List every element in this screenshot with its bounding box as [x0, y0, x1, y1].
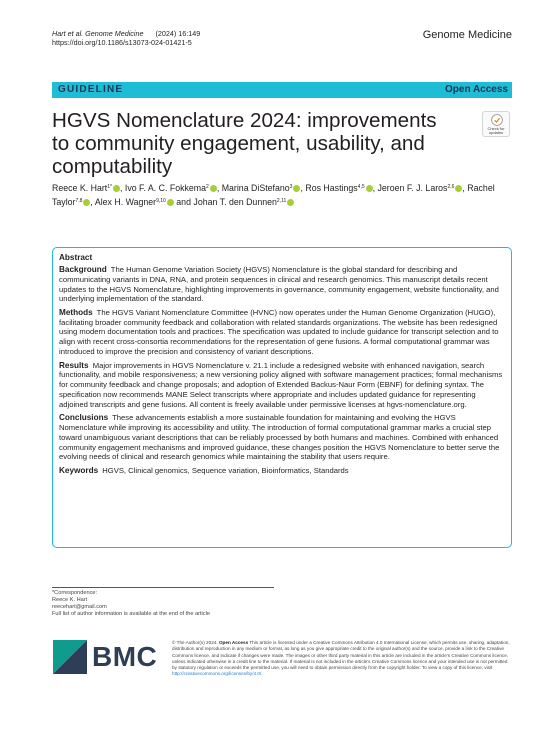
author-name: Ros Hastings [305, 183, 358, 193]
results-text: Major improvements in HGVS Nomenclature v. 21.1 include a redesigned website with enhanced navigation, search functionality, and mobile responsiveness; a new versioning policy aligned with software management practices; formal mechanisms for community feedback and change proposals; and adoption of Extended Backus-Naur Form (EBNF) for defining syntax. The specification now recommends MANE Select transcripts where appropriate and includes updated guidance for representing adjoined transcripts and gene fusions. All content is freely available under permissive licenses at hgvs-nomenclature.org. [59, 360, 503, 409]
orcid-icon[interactable] [113, 185, 120, 192]
author-name: Marina DiStefano [221, 183, 290, 193]
bmc-mark-icon [53, 640, 87, 674]
article-title: HGVS Nomenclature 2024: improvements to community engagement, usability, and computability [52, 109, 437, 178]
license-link[interactable]: http://creativecommons.org/licenses/by/4.0/. [172, 671, 263, 677]
author-affiliation: 2,6 [447, 184, 455, 190]
bmc-wordmark: BMC [92, 641, 158, 672]
running-head [52, 29, 212, 47]
orcid-icon[interactable] [366, 185, 373, 192]
orcid-icon[interactable] [293, 185, 300, 192]
author-name: Rachel Taylor [52, 183, 495, 207]
abstract-heading: Abstract [59, 253, 93, 262]
license-text [172, 640, 512, 678]
running-head-year-volume: (2024) 16:149 [155, 29, 201, 38]
abstract-box [52, 247, 512, 548]
conclusions-label: Conclusions [59, 413, 109, 423]
running-head-authors: Hart et al. Genome Medicine [52, 29, 144, 38]
methods-label: Methods [59, 307, 93, 317]
author-info-note: Full list of author information is available at the end of the article [52, 611, 210, 618]
citation-line [52, 29, 212, 38]
check-for-updates-line2: updates [488, 130, 504, 136]
author-affiliation: 2,11 [276, 198, 287, 204]
background-text: The Human Genome Variation Society (HGVS) Nomenclature is the global standard for describing and communicating variants in DNA, RNA, and protein sequences in clinical and research genomics. This manuscript details recent updates to the HGVS Nomenclature, highlighting improvements in governance, community engagement, website functionality, and underlying implementation of the standard. [59, 265, 499, 304]
abstract-background [59, 265, 505, 304]
abstract-content [59, 265, 505, 479]
doi-link[interactable]: https://doi.org/10.1186/s13073-024-01421-5 [52, 38, 192, 47]
author-affiliation: 2 [206, 184, 209, 190]
author-name: Jeroen F. J. Laros [377, 183, 448, 193]
results-label: Results [59, 360, 89, 370]
orcid-icon[interactable] [210, 185, 217, 192]
journal-name: Genome Medicine [422, 29, 512, 41]
orcid-icon[interactable] [455, 185, 462, 192]
author-entry [125, 183, 217, 193]
orcid-icon[interactable] [83, 199, 90, 206]
author-name: Reece K. Hart [52, 183, 108, 193]
license-body: This article is licensed under a Creative Commons Attribution 4.0 International License, which permits use, sharing, adaptation, distribution and reproduction in any medium or format, as long as you give appropriate credit to the original author(s) and the source, provide a link to the Creative Commons licence, and indicate if changes were made. The images or other third party material in this article are included in the article's Creative Commons licence, unless indicated otherwise in a credit line to the material. If material is not included in the article's Creative Commons licence and your intended use is not permitted by statutory regulation or exceeds the permitted use, you will need to obtain permission directly from the copyright holder. To view a copy of this licence, visit [172, 640, 510, 671]
correspondence-email[interactable]: reecehart@gmail.com [52, 604, 107, 611]
correspondence-label: *Correspondence: [52, 590, 98, 596]
author-affiliation: 7,8 [75, 198, 83, 204]
author-name: Ivo F. A. C. Fokkema [124, 183, 207, 193]
abstract-methods [59, 308, 505, 357]
license-open-access: Open Access [218, 640, 249, 645]
check-for-updates-icon [491, 114, 503, 126]
methods-text: The HGVS Variant Nomenclature Committee (HVNC) now operates under the Human Genome Organization (HUGO), facilitating broader community feedback and collaboration with related standards organizations. The website has been redesigned using modern documentation tools and practices. The specification was updated to include guidance for transcript selection and to align with recent cross-consortia recommendations for the representation of gene fusions. A formal computational grammar was introduced to improve the precision and consistency of variant descriptions. [59, 307, 499, 357]
bmc-logo [53, 640, 157, 674]
author-affiliation: 4,5 [357, 184, 365, 190]
author-entry [378, 183, 463, 193]
author-affiliation: 3 [289, 184, 293, 190]
abstract-conclusions [59, 413, 505, 462]
author-entry [305, 183, 372, 193]
check-for-updates-text [483, 127, 509, 136]
abstract-results [59, 361, 505, 410]
author-entry [222, 183, 301, 193]
check-for-updates-badge[interactable] [482, 111, 510, 137]
keywords-text: HGVS, Clinical genomics, Sequence variation, Bioinformatics, Standards [102, 465, 349, 475]
author-name: Alex H. Wagner [94, 197, 157, 207]
footnote-divider [52, 587, 274, 588]
correspondence-footnote [52, 590, 210, 618]
article-type-label: GUIDELINE [58, 84, 124, 95]
open-access-label: Open Access [445, 84, 508, 95]
check-for-updates-line1: Check for [487, 126, 505, 131]
correspondence-name: Reece K. Hart [52, 597, 88, 604]
conclusions-text: These advancements establish a more sustainable foundation for maintaining and evolving the HGVS Nomenclature while improving its accessibility and utility. The introduction of formal computational grammar marks a crucial step toward unambiguous variant descriptions that can be reliably processed by both humans and machines. Combined with enhanced community engagement mechanisms and improved guidance, these changes position the HGVS Nomenclature to better serve the evolving needs of clinical and research genomics while maintaining the stability that users require. [59, 413, 500, 462]
author-entry [52, 183, 120, 193]
background-label: Background [59, 265, 107, 274]
keywords-label: Keywords [59, 465, 99, 475]
article-type-banner [52, 82, 512, 98]
license-copyright: © The Author(s) 2024. [172, 640, 218, 645]
orcid-icon[interactable] [167, 199, 174, 206]
author-entry [95, 197, 174, 207]
abstract-keywords [59, 466, 505, 476]
author-affiliation: 1* [107, 184, 112, 190]
orcid-icon[interactable] [287, 199, 294, 206]
author-list: Reece K. Hart$^{1*}$ , Ivo F. A. C. Fokkema$^2$ , Marina DiStefano$^3$ , Ros Hastings$^{4,5}$ , Jeroen F. J. Laros$^{2,6}$ , Rachel Taylor$^{7,8}$ , Alex H. Wagner$^{9,10}$ and Johan T. den Dunnen$^{2,11}$ [52, 183, 495, 207]
author-name: Johan T. den Dunnen [193, 197, 277, 207]
author-affiliation: 9,10 [156, 198, 166, 204]
author-entry [193, 197, 294, 207]
